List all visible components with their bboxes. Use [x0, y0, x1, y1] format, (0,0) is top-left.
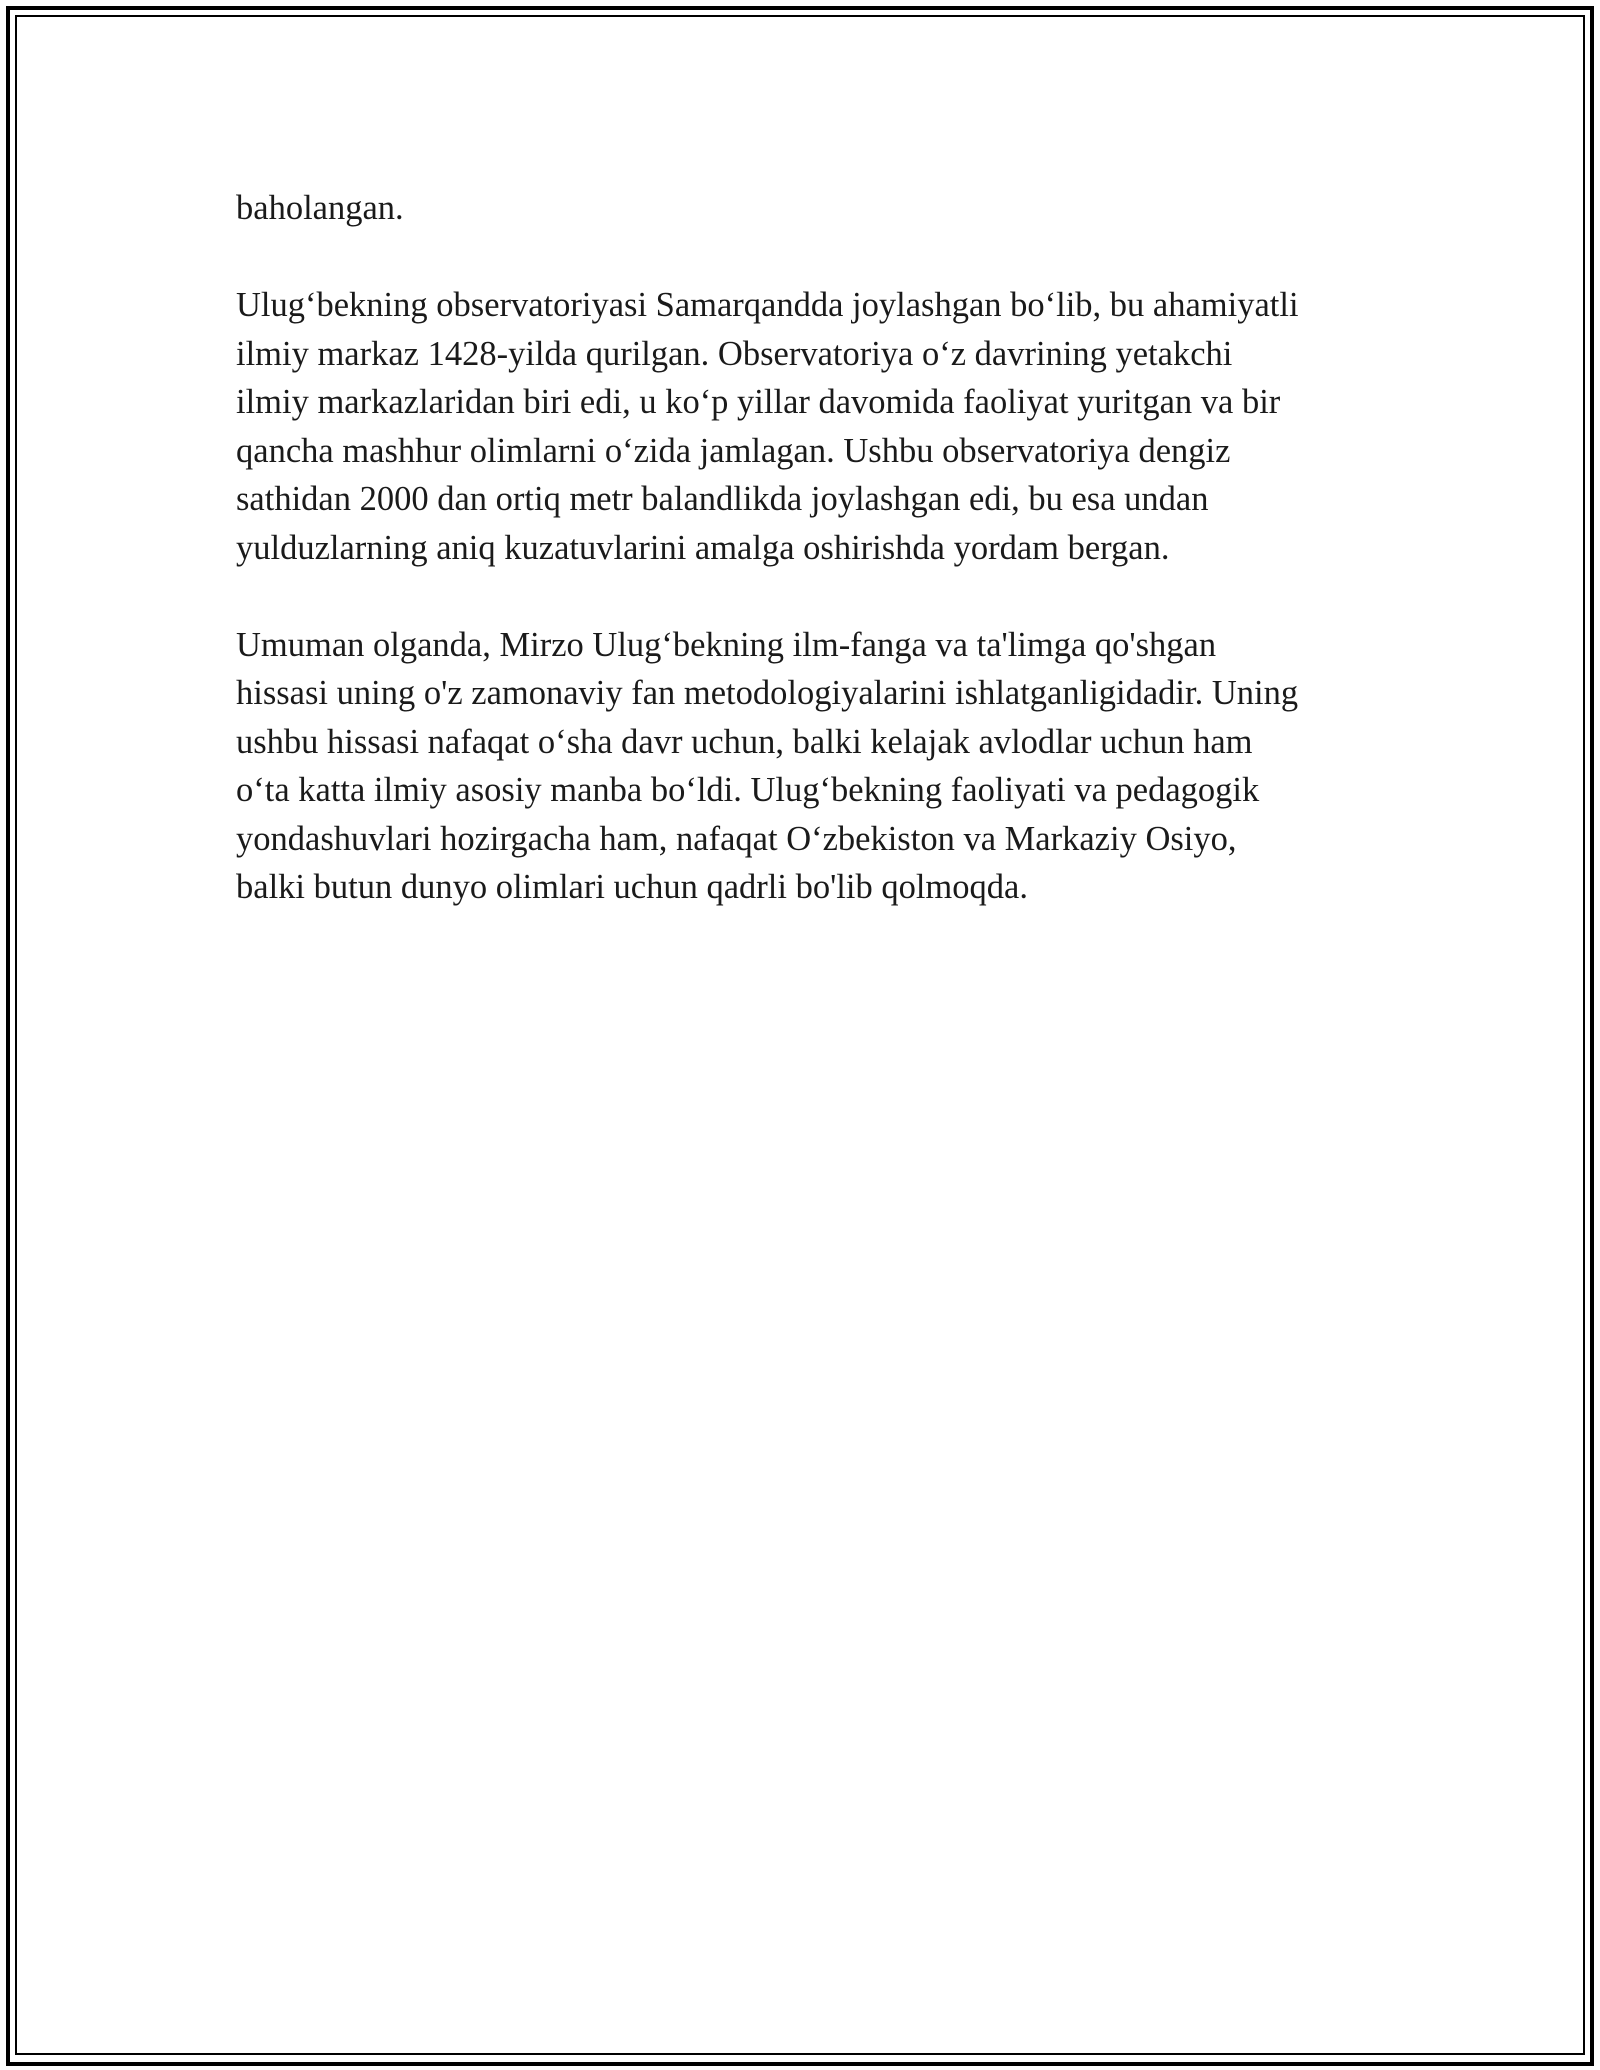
paragraph-line: sathidan 2000 dan ortiq metr balandlikda joylashgan edi, bu esa undan	[236, 480, 1209, 518]
paragraph-line: ilmiy markaz 1428-yilda qurilgan. Observatoriya o‘z davrining yetakchi	[236, 334, 1233, 373]
paragraph-1	[236, 184, 1386, 233]
paragraph-line: ushbu hissasi nafaqat o‘sha davr uchun, balki kelajak avlodlar uchun ham	[236, 722, 1253, 761]
paragraph-line: balki butun dunyo olimlari uchun qadrli bo'lib qolmoqda.	[236, 868, 1028, 906]
paragraph-line: ilmiy markazlaridan biri edi, u ko‘p yillar davomida faoliyat yuritgan va bir	[236, 383, 1281, 421]
paragraph-line: o‘ta katta ilmiy asosiy manba bo‘ldi. Ulug‘bekning faoliyati va pedagogik	[236, 771, 1260, 809]
paragraph-line: qancha mashhur olimlarni o‘zida jamlagan. Ushbu observatoriya dengiz	[236, 431, 1231, 470]
paragraph-line: Umuman olganda, Mirzo Ulug‘bekning ilm-fanga va ta'limga qo'shgan	[236, 625, 1217, 664]
paragraph-line: baholangan.	[236, 189, 404, 227]
document-body	[236, 184, 1386, 960]
paragraph-line: yulduzlarning aniq kuzatuvlarini amalga oshirishda yordam bergan.	[236, 528, 1170, 567]
paragraph-2	[236, 281, 1386, 572]
paragraph-3	[236, 621, 1386, 912]
paragraph-line: Ulug‘bekning observatoriyasi Samarqandda joylashgan bo‘lib, bu ahamiyatli	[236, 286, 1299, 324]
paragraph-line: yondashuvlari hozirgacha ham, nafaqat O‘zbekiston va Markaziy Osiyo,	[236, 819, 1237, 858]
paragraph-line: hissasi uning o'z zamonaviy fan metodologiyalarini ishlatganligidadir. Uning	[236, 674, 1299, 712]
